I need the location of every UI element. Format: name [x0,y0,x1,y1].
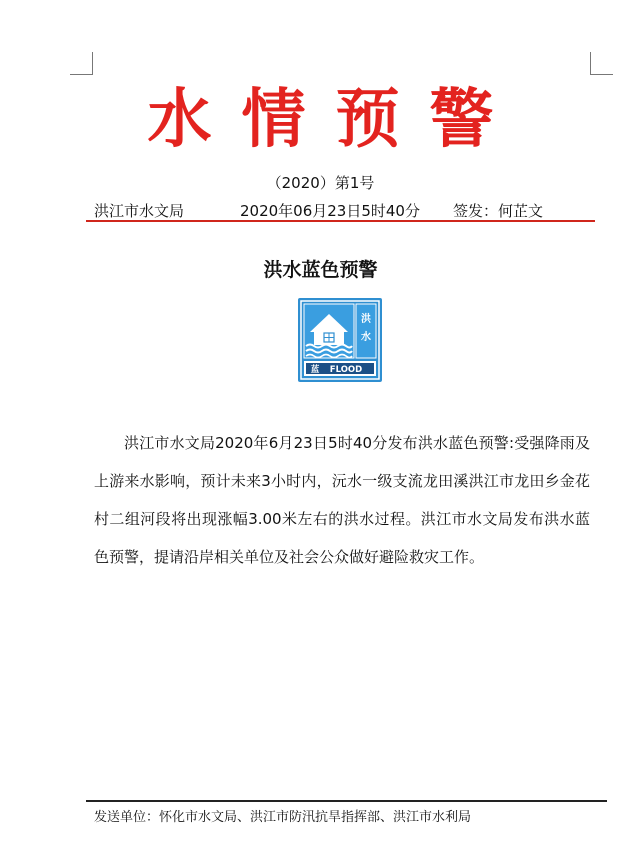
icon-level-word: FLOOD [329,365,363,375]
document-title: 水情预警 [147,83,524,157]
issued-time: 2020年06月23日5时40分 [240,202,420,220]
issuing-agency: 洪江市水文局 [94,202,185,220]
warning-title: 洪水蓝色预警 [263,259,378,281]
flood-icon-graphic [298,298,382,382]
page-corner-mark-top-right [590,52,613,75]
signer: 签发：何芷文 [453,202,544,220]
warning-body-paragraph: 洪江市水文局2020年6月23日5时40分发布洪水蓝色预警:受强降雨及上游来水影响，预计未来3小时内，沅水一级支流龙田溪洪江市龙田乡金花村二组河段将出现涨幅3.00米左右的洪水过程。洪江市水文局发布洪水蓝色预警，提请沿岸相关单位及社会公众做好避险救灾工作。 [94,434,590,566]
icon-label-char-1: 洪 [361,314,371,325]
page-corner-mark-top-left [70,52,93,75]
document-number: （2020）第1号 [266,174,375,192]
icon-level-char: 蓝 [310,365,320,375]
flood-blue-warning-icon [298,298,382,382]
icon-label-char-2: 水 [361,332,371,343]
recipient-units: 发送单位：怀化市水文局、洪江市防汛抗旱指挥部、洪江市水利局 [94,810,472,825]
header-divider [86,220,595,222]
footer-divider [86,800,607,802]
